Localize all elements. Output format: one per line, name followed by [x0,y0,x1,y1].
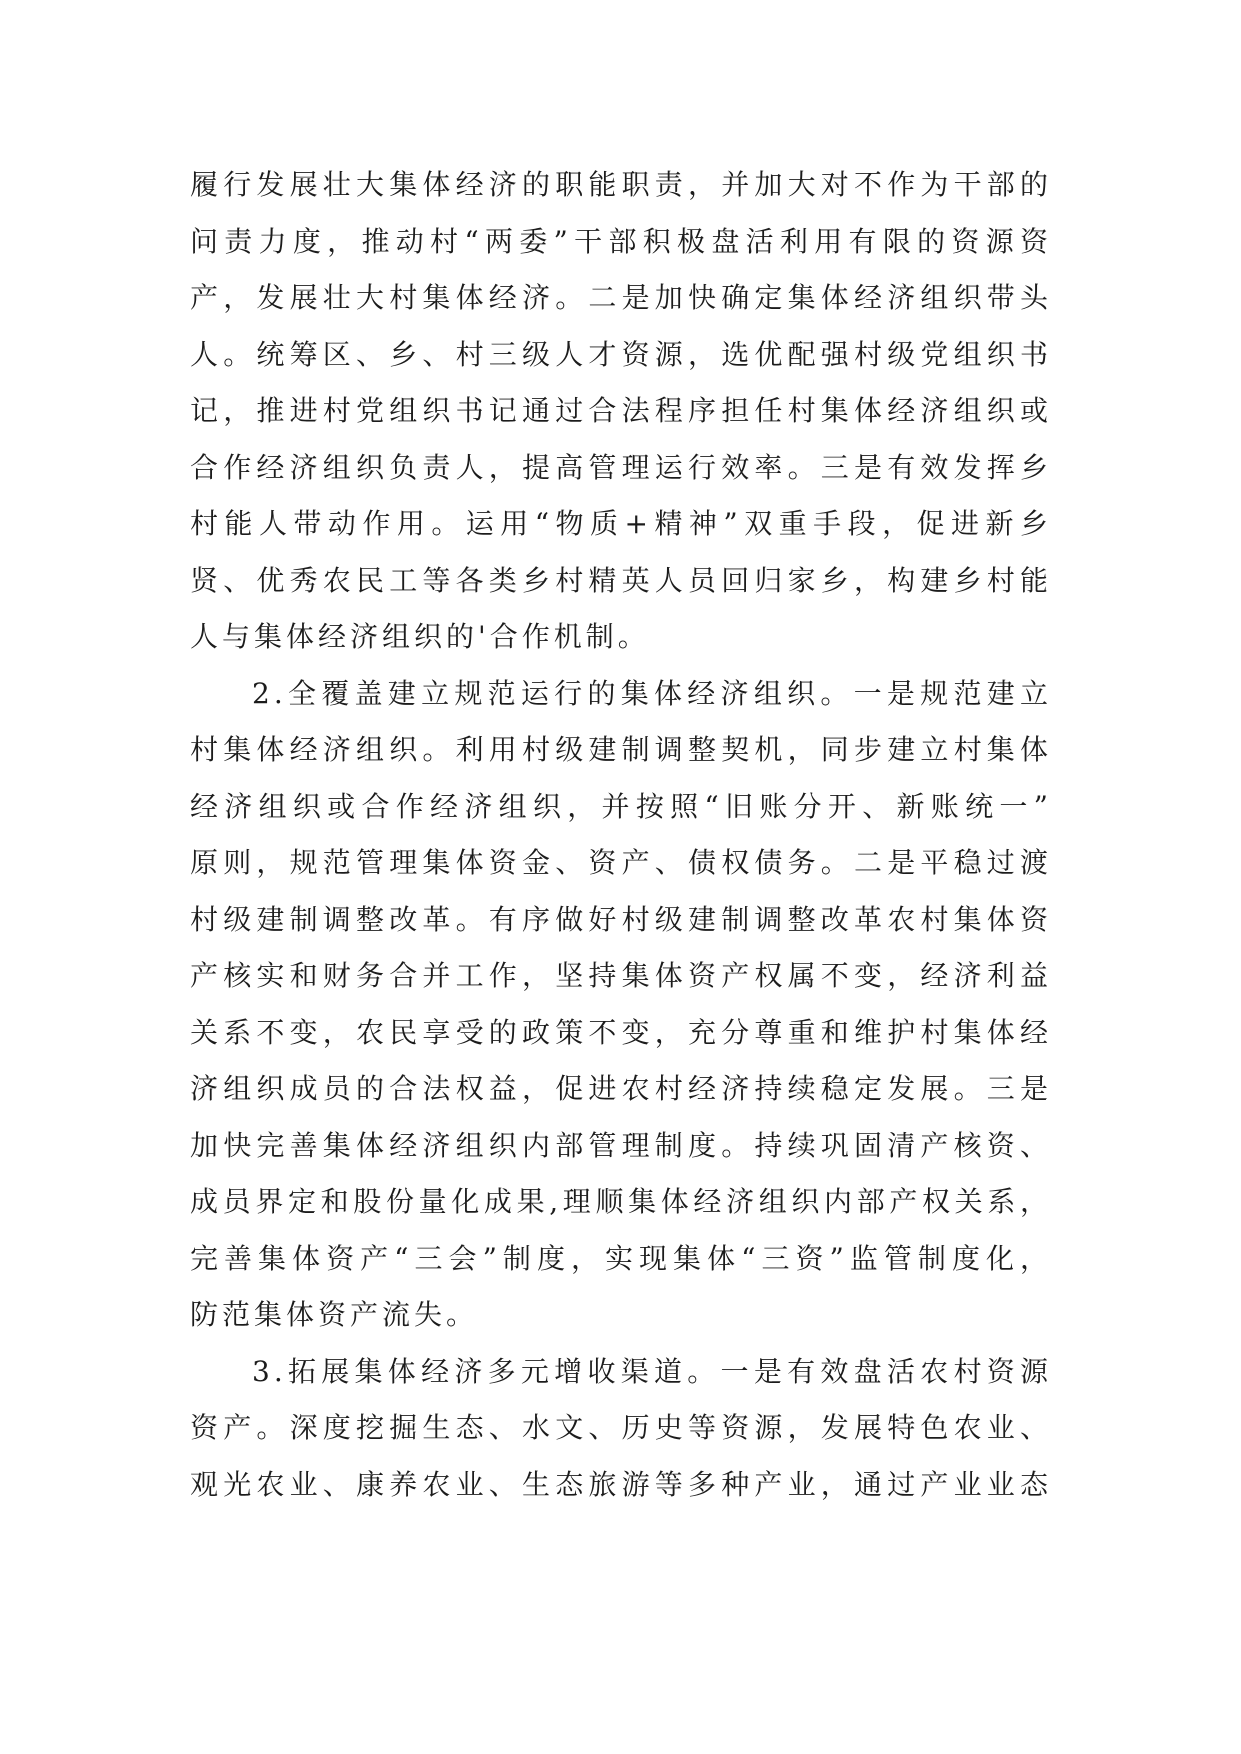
text-line: 村能人带动作用。运用“物质+精神”双重手段，促进新乡 [190,507,1052,540]
text-line: 资产。深度挖掘生态、水文、历史等资源，发展特色农业、 [190,1411,1052,1444]
text-line: 原则，规范管理集体资金、资产、债权债务。二是平稳过渡 [190,846,1052,879]
body-text [190,157,1052,1513]
text-line: 村集体经济组织。利用村级建制调整契机，同步建立村集体 [190,733,1052,766]
text-line: 产核实和财务合并工作，坚持集体资产权属不变，经济利益 [190,959,1052,992]
text-line: 问责力度，推动村“两委”干部积极盘活利用有限的资源资 [190,224,1052,258]
text-line: 防范集体资产流失。 [190,1298,479,1331]
text-line: 关系不变，农民享受的政策不变，充分尊重和维护村集体经 [190,1015,1052,1049]
paragraph-1 [190,157,1052,666]
paragraph-3 [190,1344,1052,1514]
paragraph-2 [190,666,1052,1344]
text-line: 加快完善集体经济组织内部管理制度。持续巩固清产核资、 [190,1128,1052,1162]
text-line: 贤、优秀农民工等各类乡村精英人员回归家乡，构建乡村能 [190,563,1052,597]
text-line: 村级建制调整改革。有序做好村级建制调整改革农村集体资 [190,902,1052,936]
text-line: 人。统筹区、乡、村三级人才资源，选优配强村级党组织书 [190,337,1052,371]
text-line: 成员界定和股份量化成果,理顺集体经济组织内部产权关系， [190,1185,1052,1218]
text-line: 观光农业、康养农业、生态旅游等多种产业，通过产业业态 [190,1467,1052,1501]
text-line: 人与集体经济组织的'合作机制。 [190,620,650,653]
text-line: 经济组织或合作经济组织，并按照“旧账分开、新账统一” [190,789,1052,823]
text-line: 完善集体资产“三会”制度，实现集体“三资”监管制度化， [190,1241,1052,1275]
text-line: 3.拓展集体经济多元增收渠道。一是有效盘活农村资源 [252,1354,1052,1388]
text-line: 产，发展壮大村集体经济。二是加快确定集体经济组织带头 [190,281,1052,314]
text-line: 履行发展壮大集体经济的职能职责，并加大对不作为干部的 [190,168,1052,201]
text-line: 2.全覆盖建立规范运行的集体经济组织。一是规范建立 [252,676,1052,710]
text-line: 合作经济组织负责人，提高管理运行效率。三是有效发挥乡 [190,450,1052,484]
text-line: 济组织成员的合法权益，促进农村经济持续稳定发展。三是 [190,1072,1052,1105]
text-line: 记，推进村党组织书记通过合法程序担任村集体经济组织或 [190,394,1052,427]
